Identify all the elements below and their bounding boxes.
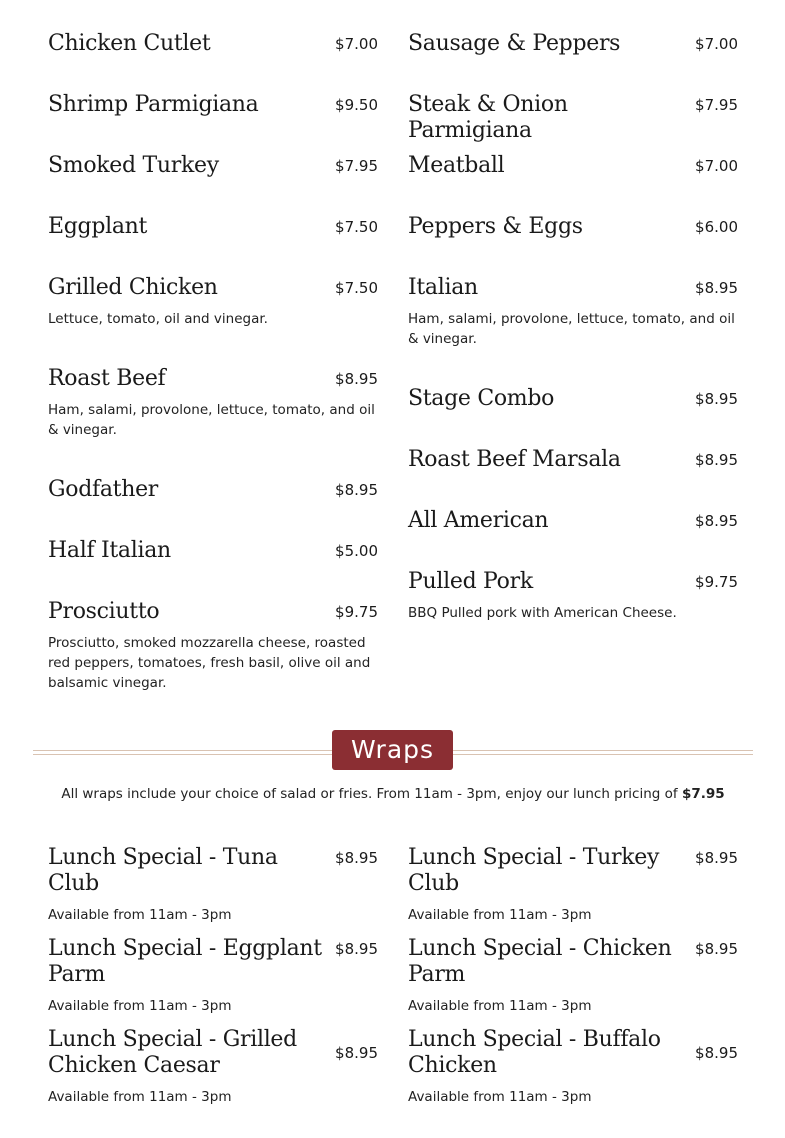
menu-item bbox=[48, 275, 378, 329]
item-description: BBQ Pulled pork with American Cheese. bbox=[408, 605, 677, 621]
item-name: Smoked Turkey bbox=[48, 153, 219, 178]
menu-item bbox=[408, 569, 738, 623]
item-description: Available from 11am - 3pm bbox=[408, 998, 592, 1014]
item-price: $7.00 bbox=[695, 35, 738, 53]
menu-item bbox=[408, 153, 738, 179]
wraps-note bbox=[33, 786, 753, 802]
item-name: Eggplant bbox=[48, 214, 148, 239]
item-price: $8.95 bbox=[695, 849, 738, 867]
item-name: Grilled Chicken bbox=[48, 275, 218, 300]
menu-item bbox=[48, 31, 378, 57]
item-name: All American bbox=[408, 508, 549, 533]
item-name: Stage Combo bbox=[408, 386, 555, 411]
wraps-title: Wraps bbox=[332, 730, 453, 770]
item-price: $8.95 bbox=[695, 279, 738, 297]
item-name: Chicken Cutlet bbox=[48, 31, 211, 56]
item-name: Meatball bbox=[408, 153, 505, 178]
menu-item bbox=[48, 92, 378, 118]
item-description: Available from 11am - 3pm bbox=[408, 907, 592, 923]
menu-item bbox=[48, 845, 378, 925]
item-price: $5.00 bbox=[335, 542, 378, 560]
item-price: $9.75 bbox=[335, 603, 378, 621]
item-price: $8.95 bbox=[335, 481, 378, 499]
menu-item bbox=[408, 214, 738, 240]
item-description: Prosciutto, smoked mozzarella cheese, roasted red peppers, tomatoes, fresh basil, olive oil and balsamic vinegar. bbox=[48, 635, 371, 691]
item-price: $8.95 bbox=[695, 512, 738, 530]
item-name: Roast Beef bbox=[48, 366, 166, 391]
item-name: Lunch Special - Chicken Parm bbox=[408, 936, 672, 987]
item-price: $7.50 bbox=[335, 218, 378, 236]
menu-item bbox=[48, 936, 378, 1016]
item-description: Available from 11am - 3pm bbox=[48, 998, 232, 1014]
item-price: $8.95 bbox=[695, 940, 738, 958]
item-price: $7.95 bbox=[695, 96, 738, 114]
item-description: Available from 11am - 3pm bbox=[48, 907, 232, 923]
item-description: Available from 11am - 3pm bbox=[408, 1089, 592, 1105]
menu-item bbox=[408, 92, 738, 144]
wraps-note-text: All wraps include your choice of salad or fries. From 11am - 3pm, enjoy our lunch pricing of bbox=[61, 786, 678, 802]
item-name: Lunch Special - Grilled Chicken Caesar bbox=[48, 1027, 297, 1078]
item-price: $8.95 bbox=[335, 370, 378, 388]
item-name: Godfather bbox=[48, 477, 159, 502]
menu-item bbox=[408, 845, 738, 925]
wraps-note-price: $7.95 bbox=[681, 786, 725, 802]
item-description: Ham, salami, provolone, lettuce, tomato, and oil & vinegar. bbox=[408, 311, 735, 347]
item-name: Lunch Special - Buffalo Chicken bbox=[408, 1027, 661, 1078]
item-name: Lunch Special - Eggplant Parm bbox=[48, 936, 322, 987]
menu-item bbox=[48, 538, 378, 564]
menu-item bbox=[408, 386, 738, 412]
menu-item bbox=[48, 366, 378, 440]
menu-item bbox=[408, 447, 738, 473]
item-price: $6.00 bbox=[695, 218, 738, 236]
menu-item bbox=[408, 31, 738, 57]
item-price: $7.00 bbox=[335, 35, 378, 53]
item-name: Lunch Special - Turkey Club bbox=[408, 845, 660, 896]
menu-item bbox=[408, 936, 738, 1016]
item-name: Shrimp Parmigiana bbox=[48, 92, 259, 117]
item-name: Roast Beef Marsala bbox=[408, 447, 621, 472]
item-name: Sausage & Peppers bbox=[408, 31, 621, 56]
menu-item bbox=[48, 153, 378, 179]
item-price: $7.00 bbox=[695, 157, 738, 175]
item-description: Available from 11am - 3pm bbox=[48, 1089, 232, 1105]
wraps-section-header bbox=[33, 730, 753, 770]
item-name: Prosciutto bbox=[48, 599, 160, 624]
item-name: Pulled Pork bbox=[408, 569, 533, 594]
item-name: Half Italian bbox=[48, 538, 171, 563]
item-price: $8.95 bbox=[335, 849, 378, 867]
item-name: Italian bbox=[408, 275, 478, 300]
item-price: $7.50 bbox=[335, 279, 378, 297]
item-name: Peppers & Eggs bbox=[408, 214, 583, 239]
menu-item bbox=[48, 599, 378, 693]
item-price: $8.95 bbox=[695, 390, 738, 408]
item-price: $7.95 bbox=[335, 157, 378, 175]
item-price: $9.75 bbox=[695, 573, 738, 591]
menu-item bbox=[408, 1027, 738, 1107]
menu-item bbox=[48, 477, 378, 503]
menu-item bbox=[408, 275, 738, 349]
item-price: $8.95 bbox=[695, 451, 738, 469]
item-name: Steak & Onion Parmigiana bbox=[408, 92, 568, 143]
item-price: $8.95 bbox=[335, 1044, 378, 1062]
menu-item bbox=[408, 508, 738, 534]
menu-item bbox=[48, 1027, 378, 1107]
menu-item bbox=[48, 214, 378, 240]
item-name: Lunch Special - Tuna Club bbox=[48, 845, 278, 896]
item-price: $8.95 bbox=[335, 940, 378, 958]
item-price: $9.50 bbox=[335, 96, 378, 114]
item-price: $8.95 bbox=[695, 1044, 738, 1062]
item-description: Ham, salami, provolone, lettuce, tomato, and oil & vinegar. bbox=[48, 402, 375, 438]
item-description: Lettuce, tomato, oil and vinegar. bbox=[48, 311, 268, 327]
